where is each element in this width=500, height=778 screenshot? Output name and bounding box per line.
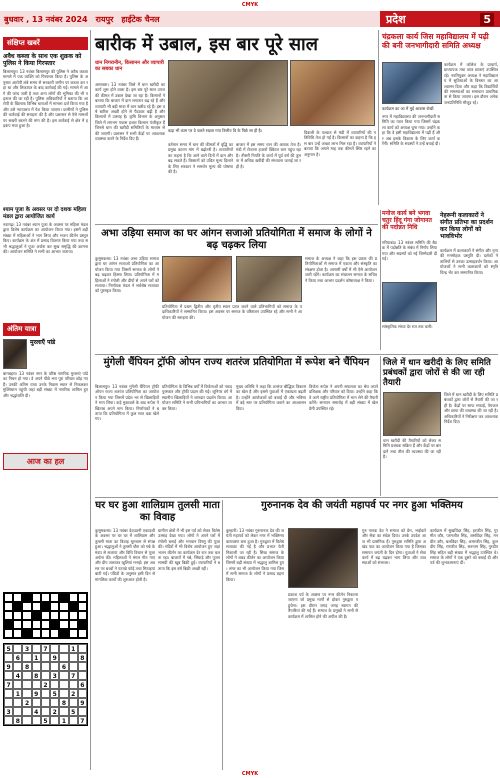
brief1-headline: अवैध कब्जा के साथ एक शुक्रक को पुलिस ने किया गिरफ्तार	[3, 53, 82, 67]
nehru-body-2: सांस्कृतिक संध्या देर रात तक चली।	[382, 324, 433, 329]
manoj-body: गरियाबंद। 13 नवंबर समिति की बैठक में पदोन्नति के संबंध में निर्णय लिया गया और सदस्यों को नई जिम्मेदारी दी गई।	[382, 240, 437, 262]
obituary-name: मुरलाएँ पांडे	[30, 339, 56, 346]
right-col2: कार्यक्रम में कॉलेज के प्राचार्य, प्राध्यापक तथा छात्र छात्राएं उपस्थित रहे। नवनियुक्त अध्यक्ष ने महाविद्यालय में सुविधाओं के विस्तार का आश्वासन दिया और कहा कि विद्यार्थियों की समस्याओं का समाधान प्राथमिकता से किया जाएगा। इस दौरान अनेक जनप्रतिनिधि मौजूद रहे।	[444, 62, 498, 105]
top-registration-strip	[0, 0, 500, 9]
horizontal-rule-1	[95, 224, 378, 225]
main-photo-2	[290, 60, 375, 126]
briefs-heading: संक्षिप्त खबरें	[3, 37, 88, 50]
odisha-photo	[162, 256, 232, 302]
obituary-heading: अंतिम यात्रा	[3, 323, 40, 336]
obituary-photo	[3, 339, 27, 369]
guru-col2: प्रकाश पर्व के अवसर पर नगर कीर्तन निकाला जाएगा जो प्रमुख मार्गों से होकर गुरुद्वारा पहुंचेगा। इस दौरान जगह जगह स्वागत की तैयारियां की गई हैं। समाज के प्रमुखों ने सभी से कार्यक्रम में शामिल होने की अपील की है।	[288, 592, 358, 619]
odisha-col3: समाज के अध्यक्ष ने कहा कि इस प्रकार की प्रतियोगिताओं से समाज में एकता और संस्कृति का संरक्षण होता है। आगामी वर्षों में भी ऐसे आयोजन जारी रहेंगे। कार्यक्रम का संचालन समाज के सचिव ने किया तथा आभार प्रदर्शन कोषाध्यक्ष ने किया।	[305, 256, 377, 283]
chess-headline: मुंगेली चैंपियन ट्रॉफी ओपन राज्य शतरंज प्रतियोगिता में रूपेश बने चैंपियन	[103, 357, 370, 368]
district-headline: जिले में धान खरीदी के लिए समिति प्रबंधकों द्वारा जोरों से की जा रही तैयारी	[383, 358, 491, 388]
main-col3: बाजार में इस समय धान की आवक तेज है। मंडी में रोजाना हजारों क्विंटल धान पहुंच रहा है। तीसरी नियति के कार्य में पूर्व वर्ष की तुलना में अधिक खरीदी की संभावना जताई जा रही है।	[236, 142, 301, 169]
nehru-body: कार्यक्रम में कलाकारों ने संगीत और नृत्य की मनमोहक प्रस्तुति दी। दर्शकों ने तालियों से उनका उत्साहवर्धन किया। आयोजकों ने सभी कलाकारों को स्मृति चिन्ह भेंट कर सम्मानित किया।	[440, 248, 498, 275]
section-title: प्रदेश	[386, 12, 406, 26]
manoj-headline: मनोज कार्य बने भगवा चतुर हिंदू गंगा जोगानत की पदोन्नत निधि	[382, 210, 432, 231]
odisha-col2: प्रतियोगिता में प्रथम द्वितीय और तृतीय स्थान प्राप्त करने वाले प्रतिभागियों को समाज के पदाधिकारियों ने सम्मानित किया। इस अवसर पर समाज के वरिष्ठजन उपस्थित रहे और सभी ने आयोजन की सराहना की।	[162, 304, 302, 320]
chess-col1: बिलासपुर। 13 नवंबर मुंगेली चैंपियन ट्रॉफी ओपन राज्य शतरंज प्रतियोगिता का आयोजन किया गया जिसमें प्रदेश भर से खिलाड़ियों ने भाग लिया। कड़े मुकाबले के बाद रूपेश ने खिताब अपने नाम किया। निर्णायकों ने बताया कि प्रतियोगिता में कुल सात चक्र खेले गए।	[95, 384, 159, 422]
cmyk-mark-top: CMYK	[241, 1, 259, 8]
odisha-col1: कुसुमकसा। 13 नवंबर अभा उड़िया समाज द्वारा घर आंगन सजाओ प्रतियोगिता का आयोजन किया गया जिसमें समाज के लोगों ने बढ़ चढ़कर हिस्सा लिया। प्रतियोगिता में महिलाओं ने रंगोली और दीपों से अपने घरों को सजाया। निर्णायक मंडल ने सर्वश्रेष्ठ सजावट को पुरस्कृत किया।	[95, 256, 159, 294]
guru-col3: गुरु नानक देव ने समाज को प्रेम, भाईचारे और सेवा का संदेश दिया। उनके उपदेश आज भी प्रासंगिक हैं। गुरुद्वारा समिति द्वारा अखंड पाठ का आयोजन किया गया है जिसका समापन जयंती के दिन होगा। युवाओं ने सेवा कार्य में बढ़ चढ़कर भाग लिया और व्यवस्थाओं को संभाला।	[362, 528, 426, 566]
tulsi-headline: घर घर हुआ शालिग्राम तुलसी माता का विवाह	[95, 500, 220, 523]
odisha-headline: अभा उड़िया समाज का घर आंगन सजाओ प्रतियोगिता में समाज के लोगों ने बढ़ चढ़कर लिया	[101, 228, 372, 251]
district-col1: धान खरीदी की तैयारियों को लेकर समिति प्रबंधक सक्रिय हैं और केंद्रों पर बारदाने तथा तौल की व्यवस्था की जा रही है।	[383, 438, 441, 460]
chess-col2: प्रतियोगिता के विभिन्न वर्गों में विजेताओं को नकद पुरस्कार और ट्रॉफी प्रदान की गई। जूनियर वर्ग में स्थानीय खिलाड़ियों ने शानदार प्रदर्शन किया। आयोजन समिति ने सभी प्रतिभागियों का आभार व्यक्त किया।	[162, 384, 232, 411]
main-col2: वर्तमान समय में धान की कीमतों में वृद्धि का प्रमुख कारण मांग में बढ़ोतरी है। व्यापारियों का कहना है कि आने वाले दिनों में दाम और बढ़ सकते हैं। किसानों को उचित मूल्य दिलाने के लिए सरकार ने समर्थन मूल्य की घोषणा की है।	[168, 142, 233, 175]
page-number: 5	[480, 13, 494, 26]
mid-right-divider	[380, 210, 381, 350]
nehru-headline: नेहरूनी कलाकारों ने संगीत प्रतिभा का प्रदर्शन कर किया लोगों को भावविभोर	[440, 212, 494, 240]
district-photo	[383, 392, 441, 436]
chess-col3: मुख्य अतिथि ने कहा कि शतरंज बौद्धिक विकास का खेल है और इससे युवाओं में एकाग्रता बढ़ती है। उन्होंने आयोजकों को बधाई दी और भविष्य में बड़े स्तर पर प्रतियोगिता कराने का आश्वासन दिया।	[236, 384, 306, 411]
district-col2: जिले में धान खरीदी के लिए समिति प्रबंधकों द्वारा जोरों से तैयारी की जा रही है। केंद्रों पर साफ सफाई, पेयजल और छाया की व्यवस्था की जा रही है। अधिकारियों ने निरीक्षण कर आवश्यक निर्देश दिए।	[444, 392, 498, 425]
sudoku-grid: 5 3 7 1 6 1 9 8 9 8 6 4 8 3 7 7 2 6 1 9 5 2 2 8 9 3 4 2 5 8 5 1 7	[3, 643, 88, 726]
main-photo-caption: कड़ा भी काम पर दे चलते रखता गया वित्तीय वि के पिछे सा ही है।	[168, 128, 263, 133]
main-right-divider	[378, 30, 379, 205]
page-header	[0, 11, 500, 27]
header-edition: हाईटेक चैनल	[121, 14, 160, 24]
crossword-grid	[3, 592, 88, 639]
cmyk-mark-bottom: CMYK	[241, 771, 259, 777]
main-subhead: धान निगरानीन, किसानन और व्यापारी का सबका धान	[95, 60, 164, 72]
bottom-registration-strip	[0, 770, 500, 778]
obituary-header	[3, 323, 88, 336]
chess-col4: विजेता रूपेश ने अपनी सफलता का श्रेय अपने प्रशिक्षक और परिवार को दिया। उन्होंने कहा कि वे आगे राष्ट्रीय प्रतियोगिता में भाग लेने की तैयारी करेंगे। समापन समारोह में बड़ी संख्या में खेल प्रेमी उपस्थित रहे।	[309, 384, 378, 411]
brief2-body: नवागढ़। 13 नवंबर श्याम पूजा के अवसर पर महिला मंडल द्वारा विशेष कार्यक्रम का आयोजन किया गया। इसमें बड़ी संख्या में महिलाओं ने भाग लिया और भजन कीर्तन प्रस्तुत किए। कार्यक्रम के अंत में प्रसाद वितरण किया गया तथा सभी श्रद्धालुओं ने पूजा अर्चना कर सुख समृद्धि की कामना की। आयोजन समिति ने सभी का आभार जताया।	[3, 222, 88, 255]
tulsi-col1: कुसुमकसा। 13 नवंबर देवउठनी एकादशी के अवसर पर घर घर में शालिग्राम और तुलसी माता का विवाह धूमधाम से संपन्न हुआ। श्रद्धालुओं ने तुलसी चौरा को गन्ने के मंडप से सजाया और विधि विधान से पूजा अर्चना की। महिलाओं ने मंगल गीत गाए और दीप जलाकर खुशियां मनाई। इस अवसर पर बच्चों ने पटाखे फोड़े तथा मिठाइयां बांटी गईं। पंडितों के अनुसार इसी दिन से मांगलिक कार्यों की शुरुआत होती है।	[95, 528, 155, 582]
right-col1: नगर में महाविद्यालय की जनभागीदारी समिति का गठन किया गया जिसमें चंद्रकला कार्य को अध्यक्ष चुना गया। उन्होंने कहा कि वे इसी महाविद्यालय में पढ़ी हैं और अब इसके विकास के लिए कार्य करेंगी। समिति के सदस्यों ने उन्हें बधाई दी।	[382, 114, 440, 147]
right-photo	[382, 62, 442, 104]
header-date: बुधवार , 13 नवंबर 2024	[4, 14, 88, 24]
puzzle-heading: आज का हल	[3, 453, 88, 470]
header-city: रायपुर	[95, 14, 114, 24]
left-column-divider	[90, 30, 91, 770]
horizontal-rule-3	[95, 497, 498, 498]
horizontal-rule-2	[95, 354, 498, 355]
guru-col4: कार्यक्रम में सुखविंदर सिंह, हरजीत सिंह, गुरमीत कौर, परमजीत सिंह, जसविंदर सिंह, मनप्रीत कौर, बलविंदर सिंह, अमरजीत सिंह, कुलदीप सिंह, रणजीत सिंह, सतनाम सिंह, गुरदीप सिंह सहित बड़ी संख्या में श्रद्धालु उपस्थित थे। समाज के लोगों ने एक दूसरे को बधाई दी और पर्व की शुभकामनाएं दीं।	[430, 528, 498, 566]
obituary-block	[3, 339, 88, 369]
right-headline: चंद्रकला कार्य जिस महाविद्यालय में पढ़ी की बनी जनभागीदारी समिति अध्यक्ष	[382, 32, 489, 50]
main-col4: दिवाली के पश्चात से मंडी में व्यापारियों की गतिविधि तेज हो गई है। किसानों का कहना है कि इस बार उन्हें अच्छा लाभ मिल रहा है। व्यापारियों ने बताया कि अगले माह तक कीमतें स्थिर रहने का अनुमान है।	[304, 130, 376, 157]
odisha-photo-2	[236, 256, 302, 302]
chess-right-divider	[380, 356, 381, 496]
guru-col1: कुम्हारी। 13 नवंबर गुरुनानक देव की जयंती महापर्व को लेकर नगर में भक्तिमय वातावरण बना हुआ है। गुरुद्वारा में विशेष सजावट की गई है और प्रभात फेरी निकाली जा रही है। सिख समाज के लोगों ने शबद कीर्तन का आयोजन किया जिसमें बड़ी संख्या में श्रद्धालु शामिल हुए। लंगर का भी आयोजन किया गया जिसमें सभी समाज के लोगों ने प्रसाद ग्रहण किया।	[226, 528, 284, 582]
guru-photo	[288, 528, 358, 588]
brief1-body: बिलासपुर। 13 नवंबर बिलासपुर की पुलिस ने अवैध कब्जा मामले में एक व्यक्ति को गिरफ्तार किया है। पुलिस के अनुसार आरोपी लंबे समय से सरकारी जमीन पर कब्जा कर रहा था और शिकायत के बाद कार्रवाई की गई। मामले में आगे की जांच जारी है तथा अन्य लोगों की भूमिका की भी पड़ताल की जा रही है। पुलिस अधिकारियों ने बताया कि आरोपी के खिलाफ विभिन्न धाराओं में मामला दर्ज किया गया है और उसे न्यायालय में पेश किया जाएगा। ग्रामीणों ने पुलिस की कार्रवाई की सराहना की है और प्रशासन से ऐसे मामलों पर सख्ती बरतने की मांग की है। इस कार्रवाई से क्षेत्र में हड़कंप मचा हुआ है।	[3, 69, 88, 129]
nehru-photo	[382, 282, 437, 322]
right-photo-caption: कार्यक्रम का आ में मुई आवास रोखी	[382, 106, 434, 111]
main-col1: आमाबरा। 13 नवंबर जिले में धान खरीदी का कार्य शुरू होने वाला है। इस बार पूरे साल उपज की कीमत में उबाल देखा जा रहा है। किसानों ने बताया कि बाजार में दाम लगातार बढ़ रहे हैं और व्यापारी भी बड़ी मात्रा में धान खरीद रहे हैं। इस वर्ष बारिश अच्छी होने से पैदावार बढ़ी है और किसानों में उत्साह है। कृषि विभाग के अनुसार जिले में लगभग पचास हजार किसान पंजीकृत हैं जिनसे धान की खरीदी समितियों के माध्यम से की जाएगी। प्रशासन ने सभी केंद्रों पर आवश्यक व्यवस्था करने के निर्देश दिए हैं।	[95, 82, 165, 142]
header-left	[0, 11, 380, 27]
main-photo	[168, 60, 288, 126]
header-section	[380, 11, 500, 27]
brief2-headline: श्याम पूजा के अवसर पर दो दशक महिला मंडल द्वारा आयोजित कार्य	[3, 207, 87, 220]
guru-headline: गुरुनानक देव की जयंती महापर्व पर नगर हुआ भक्तिमय	[261, 500, 463, 511]
tulsi-col2: ग्रामीण क्षेत्रों में भी इस पर्व को लेकर विशेष उत्साह देखा गया। लोगों ने अपने घरों में रंगोली बनाई और भगवान विष्णु की पूजा की। मंदिरों में भी विशेष आयोजन हुए जहां भजन कीर्तन का कार्यक्रम देर रात तक चलता रहा। बाजारों में गन्ने, सिंघाड़े और पूजन सामग्री की खूब बिक्री हुई। व्यापारियों ने बताया कि इस वर्ष बिक्री अच्छी रही।	[158, 528, 220, 571]
obituary-body: बागबहरा। 13 नवंबर नगर के वरिष्ठ नागरिक मुरलाएं पांडे का निधन हो गया। वे अपने पीछे भरा पूरा परिवार छोड़ गए हैं। उनकी अंतिम यात्रा उनके निवास स्थान से निकलकर मुक्तिधाम पहुंची जहां बड़ी संख्या में नागरिक शामिल हुए और श्रद्धांजलि दी।	[3, 371, 88, 398]
main-headline: बारीक में उबाल, इस बार पूरे साल	[95, 34, 318, 55]
tulsi-divider	[222, 500, 223, 770]
